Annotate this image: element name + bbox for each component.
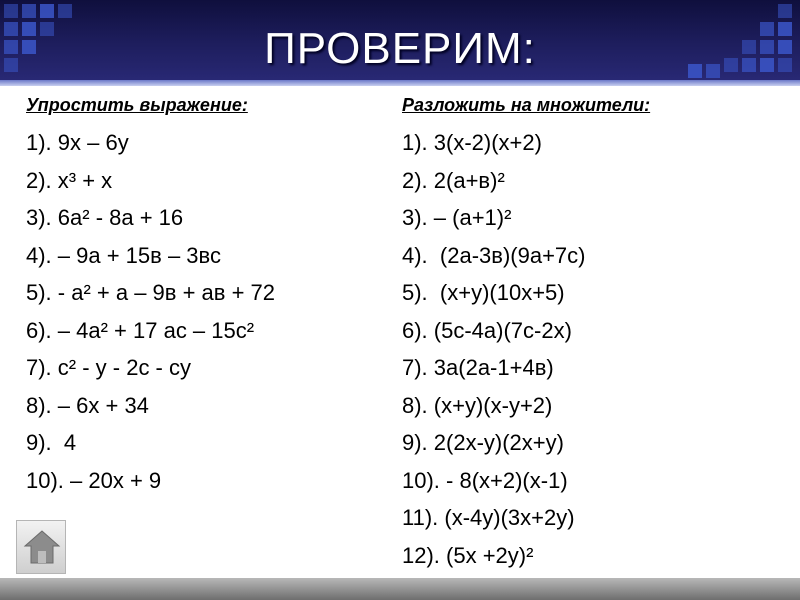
factor-item-10: 10). - 8(х+2)(х-1) [402,467,568,493]
simplify-column [26,92,386,499]
home-icon [23,529,61,565]
simplify-item-5: 5). - а² + а – 9в + ав + 72 [26,280,276,305]
simplify-heading: Упростить выражение: [26,95,248,115]
header-left-tile [58,4,72,18]
slide-header [0,0,800,86]
header-left-tile [40,4,54,18]
simplify-item-2: 2). х³ + х [26,167,113,193]
factor-item-3: 3). – (а+1)² [402,205,512,230]
factor-item-11: 11). (х-4у)(3х+2у) [402,505,575,530]
simplify-item-8: 8). – 6х + 34 [26,392,149,418]
slide-title: ПРОВЕРИМ: [264,24,536,73]
simplify-item-9: 9). 4 [26,430,77,455]
footer-bar [0,578,800,600]
factor-item-1: 1). 3(х-2)(х+2) [402,130,542,155]
factor-item-12: 12). (5х +2у)² [402,542,534,568]
factor-item-7: 7). 3а(2а-1+4в) [402,355,554,380]
factor-heading: Разложить на множители: [402,95,651,115]
home-button[interactable] [16,520,66,574]
factor-item-6: 6). (5с-4а)(7с-2х) [402,317,572,343]
factor-item-2: 2). 2(а+в)² [402,167,505,193]
simplify-item-6: 6). – 4а² + 17 ас – 15с² [26,317,255,343]
simplify-item-4: 4). – 9а + 15в – 3вс [26,242,221,268]
simplify-item-7: 7). с² - у - 2с - су [26,355,191,380]
factor-item-8: 8). (х+у)(х-у+2) [402,392,553,418]
header-left-tile [4,4,18,18]
factor-item-9: 9). 2(2х-у)(2х+у) [402,430,564,455]
simplify-item-3: 3). 6а² - 8а + 16 [26,205,184,230]
header-stripe [0,80,800,86]
header-right-tile [778,4,792,18]
header-left-tile [22,4,36,18]
simplify-item-10: 10). – 20х + 9 [26,467,162,493]
factor-column [402,92,792,574]
factor-item-5: 5). (х+у)(10х+5) [402,280,565,305]
simplify-item-1: 1). 9х – 6у [26,130,129,155]
factor-item-4: 4). (2а-3в)(9а+7с) [402,242,586,268]
